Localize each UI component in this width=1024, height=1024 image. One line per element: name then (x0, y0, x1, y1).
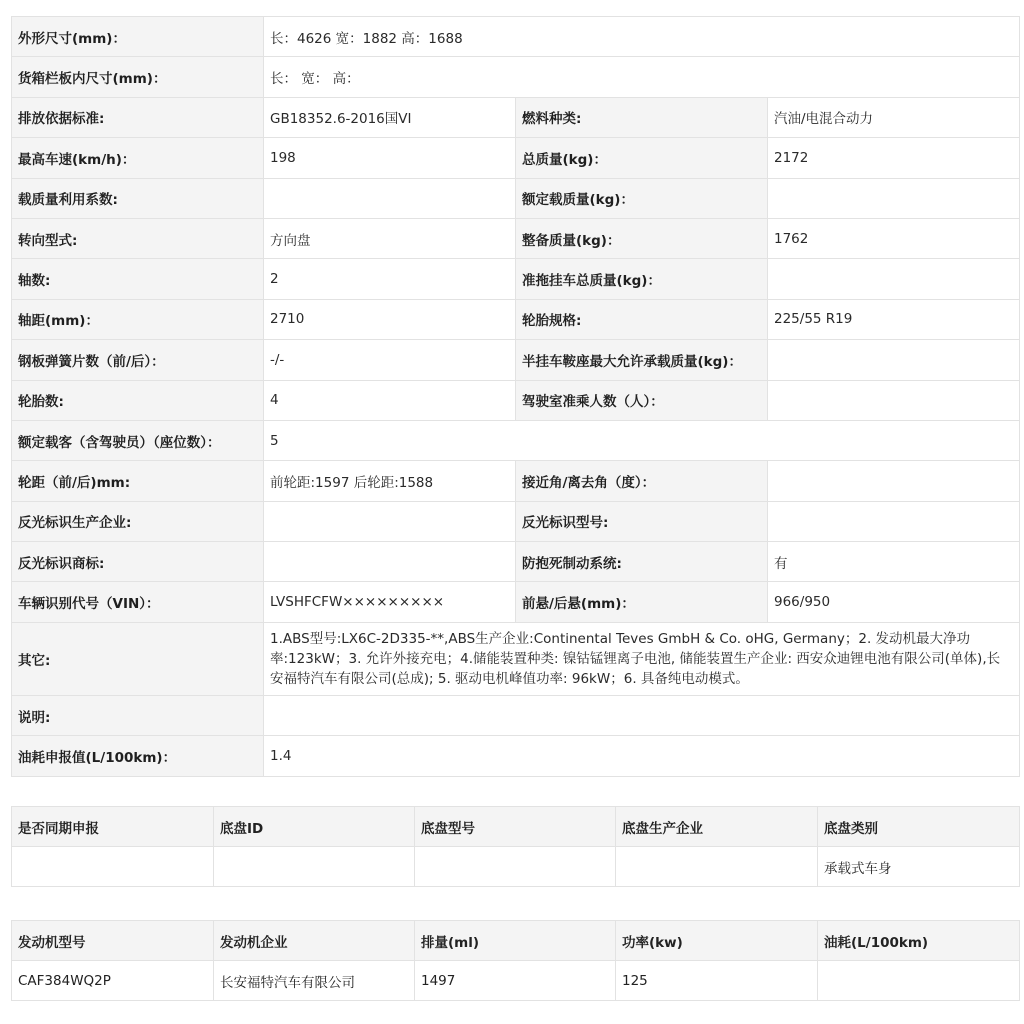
table-row (12, 501, 1020, 541)
other-value: 1.ABS型号:LX6C-2D335-**,ABS生产企业:Continental Teves GmbH & Co. oHG, Germany；2. 发动机最大净功率:123kW；3. 允许外接充电；4.储能装置种类: 镍钴锰锂离子电池, 储能装置生产企业: 西安众迪锂电池有限公司(单体),长安福特汽车有限公司(总成); 5. 驱动电机峰值功率: 96kW；6. 具备纯电动模式。 (264, 622, 1020, 695)
note-value (264, 695, 1020, 735)
fuel-consumption-value: 1.4 (264, 736, 1020, 776)
table-row (12, 736, 1020, 776)
table-row (12, 420, 1020, 460)
table-row (12, 17, 1020, 57)
passengers-value: 5 (264, 420, 1020, 460)
cab-seats-value (768, 380, 1020, 420)
reflector-maker-label: 反光标识生产企业: (12, 501, 264, 541)
vin-label: 车辆识别代号（VIN）： (12, 582, 264, 622)
table-row (12, 582, 1020, 622)
table-row (12, 259, 1020, 299)
emission-value: GB18352.6-2016国VI (264, 97, 516, 137)
table-cell: CAF384WQ2P (12, 961, 214, 1001)
table-header-row (12, 807, 1020, 847)
table-row (12, 97, 1020, 137)
table-row (12, 299, 1020, 339)
wheelbase-value: 2710 (264, 299, 516, 339)
total-mass-label: 总质量(kg)： (516, 138, 768, 178)
cargo-label: 货箱栏板内尺寸(mm)： (12, 57, 264, 97)
axles-value: 2 (264, 259, 516, 299)
load-coeff-value (264, 178, 516, 218)
table-cell (214, 847, 415, 887)
fuel-value: 汽油/电混合动力 (768, 97, 1020, 137)
dimensions-value: 长：4626 宽：1882 高：1688 (264, 17, 1020, 57)
column-header: 功率(kw) (616, 921, 818, 961)
leaf-spring-label: 钢板弹簧片数（前/后）： (12, 340, 264, 380)
rated-load-value (768, 178, 1020, 218)
cab-seats-label: 驾驶室准乘人数（人）： (516, 380, 768, 420)
semi-trailer-value (768, 340, 1020, 380)
curb-mass-value: 1762 (768, 218, 1020, 258)
note-label: 说明: (12, 695, 264, 735)
speed-label: 最高车速(km/h)： (12, 138, 264, 178)
table-cell (12, 847, 214, 887)
table-row (12, 178, 1020, 218)
cargo-value: 长： 宽： 高： (264, 57, 1020, 97)
speed-value: 198 (264, 138, 516, 178)
total-mass-value: 2172 (768, 138, 1020, 178)
abs-label: 防抱死制动系统: (516, 542, 768, 582)
angle-label: 接近角/离去角（度）： (516, 461, 768, 501)
abs-value: 有 (768, 542, 1020, 582)
column-header: 发动机企业 (214, 921, 415, 961)
table-row (12, 380, 1020, 420)
table-cell: 长安福特汽车有限公司 (214, 961, 415, 1001)
table-row (12, 542, 1020, 582)
table-cell (616, 847, 818, 887)
load-coeff-label: 载质量利用系数: (12, 178, 264, 218)
table-cell (818, 961, 1020, 1001)
column-header: 发动机型号 (12, 921, 214, 961)
dimensions-label: 外形尺寸(mm)： (12, 17, 264, 57)
table-row (12, 461, 1020, 501)
wheelbase-label: 轴距(mm)： (12, 299, 264, 339)
tire-spec-value: 225/55 R19 (768, 299, 1020, 339)
passengers-label: 额定载客（含驾驶员）（座位数）： (12, 420, 264, 460)
chassis-table (11, 806, 1020, 887)
table-row (12, 622, 1020, 695)
column-header: 排量(ml) (415, 921, 616, 961)
column-header: 底盘生产企业 (616, 807, 818, 847)
curb-mass-label: 整备质量(kg)： (516, 218, 768, 258)
table-row (12, 138, 1020, 178)
reflector-brand-value (264, 542, 516, 582)
track-label: 轮距（前/后)mm: (12, 461, 264, 501)
reflector-brand-label: 反光标识商标: (12, 542, 264, 582)
table-row (12, 695, 1020, 735)
engine-table (11, 920, 1020, 1001)
fuel-consumption-label: 油耗申报值(L/100km)： (12, 736, 264, 776)
emission-label: 排放依据标准: (12, 97, 264, 137)
vin-value: LVSHFCFW××××××××× (264, 582, 516, 622)
table-cell (415, 847, 616, 887)
reflector-maker-value (264, 501, 516, 541)
overhang-value: 966/950 (768, 582, 1020, 622)
table-row (12, 57, 1020, 97)
table-cell: 125 (616, 961, 818, 1001)
reflector-model-value (768, 501, 1020, 541)
table-row (12, 218, 1020, 258)
axles-label: 轴数: (12, 259, 264, 299)
table-row (12, 847, 1020, 887)
semi-trailer-label: 半挂车鞍座最大允许承载质量(kg)： (516, 340, 768, 380)
other-label: 其它: (12, 622, 264, 695)
table-row (12, 961, 1020, 1001)
trailer-value (768, 259, 1020, 299)
table-cell: 1497 (415, 961, 616, 1001)
angle-value (768, 461, 1020, 501)
trailer-label: 准拖挂车总质量(kg)： (516, 259, 768, 299)
track-value: 前轮距:1597 后轮距:1588 (264, 461, 516, 501)
steering-value: 方向盘 (264, 218, 516, 258)
column-header: 底盘类别 (818, 807, 1020, 847)
fuel-label: 燃料种类: (516, 97, 768, 137)
column-header: 底盘ID (214, 807, 415, 847)
reflector-model-label: 反光标识型号: (516, 501, 768, 541)
column-header: 底盘型号 (415, 807, 616, 847)
leaf-spring-value: -/- (264, 340, 516, 380)
table-header-row (12, 921, 1020, 961)
tire-count-value: 4 (264, 380, 516, 420)
tire-spec-label: 轮胎规格: (516, 299, 768, 339)
overhang-label: 前悬/后悬(mm)： (516, 582, 768, 622)
tire-count-label: 轮胎数: (12, 380, 264, 420)
rated-load-label: 额定载质量(kg)： (516, 178, 768, 218)
table-cell: 承载式车身 (818, 847, 1020, 887)
steering-label: 转向型式: (12, 218, 264, 258)
column-header: 是否同期申报 (12, 807, 214, 847)
column-header: 油耗(L/100km) (818, 921, 1020, 961)
vehicle-params-table (11, 16, 1020, 777)
table-row (12, 340, 1020, 380)
